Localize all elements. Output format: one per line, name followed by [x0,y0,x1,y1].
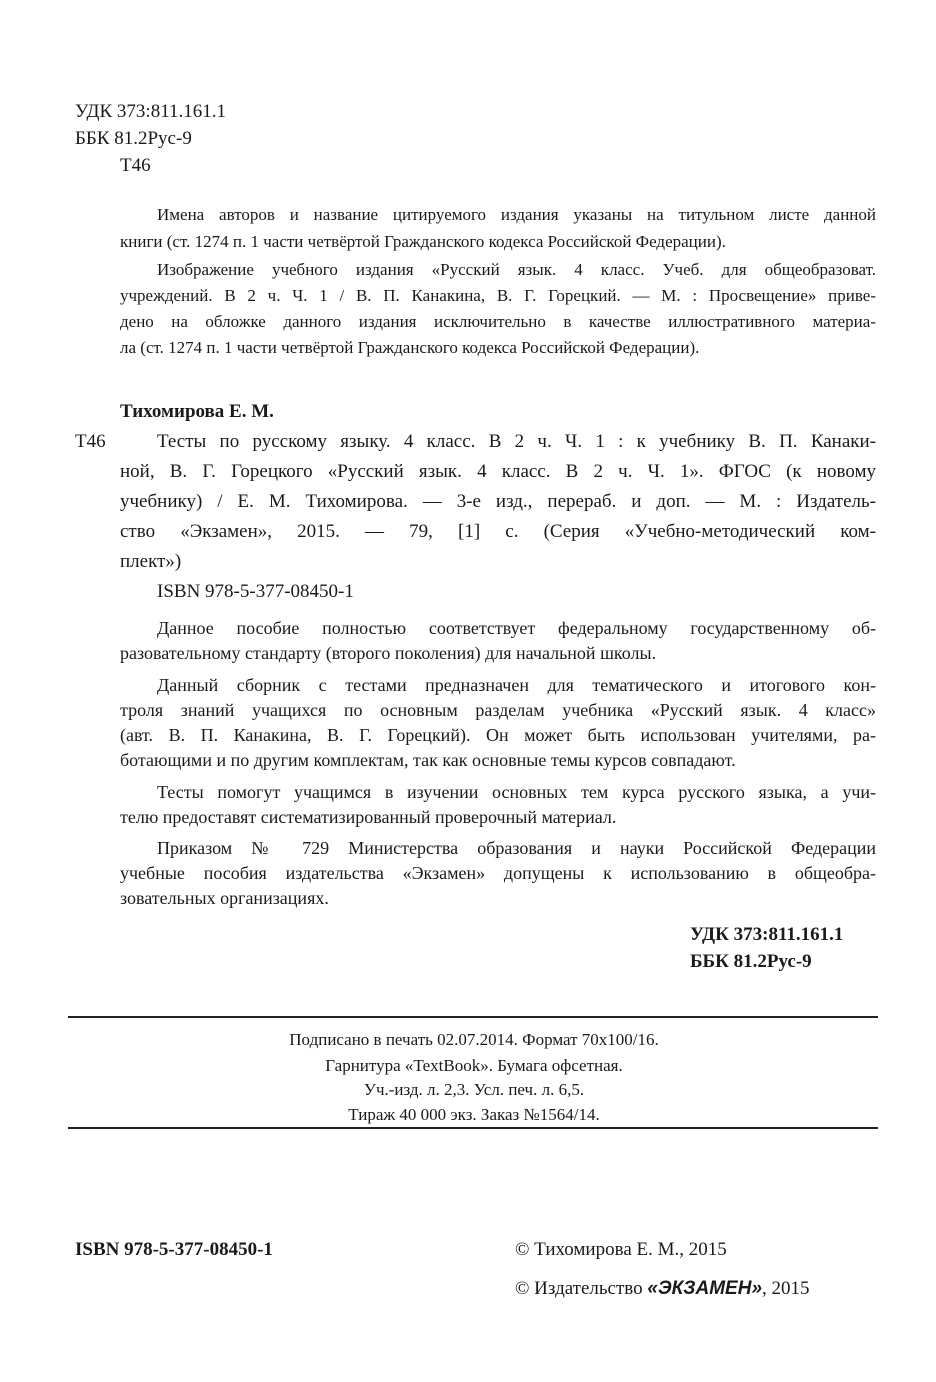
publisher-logo: «ЭКЗАМЕН» [647,1278,763,1299]
imprint-top-rule [68,1016,878,1018]
annotation-line: телю предоставят систематизированный проверочный материал. [120,807,617,827]
imprint-line: Подписано в печать 02.07.2014. Формат 70x100/16. [289,1030,659,1049]
annotation-line: Данное пособие полностью соответствует федеральному государственному об- [157,618,876,638]
legal-note-line: дено на обложке данного издания исключительно в качестве иллюстративного материа- [120,312,876,331]
annotation-line: зовательных организациях. [120,888,329,908]
annotation-line: Тесты помогут учащимся в изучении основных тем курса русского языка, а учи- [157,782,876,802]
legal-note-line: книги (ст. 1274 п. 1 части четвёртой Гражданского кодекса Российской Федерации). [120,232,726,251]
copyright-publisher-year: , 2015 [762,1278,810,1299]
annotation-line: ботающими и по другим комплектам, так как основные темы курсов совпадают. [120,750,736,770]
bib-author: Тихомирова Е. М. [120,401,274,422]
bib-author-mark: Т46 [75,431,106,452]
annotation-line: (авт. В. П. Канакина, В. Г. Горецкий). Он может быть использован учителями, ра- [120,725,876,745]
bib-line: Тесты по русскому языку. 4 класс. В 2 ч. Ч. 1 : к учебнику В. П. Канаки- [157,431,876,452]
legal-note-line: ла (ст. 1274 п. 1 части четвёртой Гражданского кодекса Российской Федерации). [120,338,700,357]
legal-note-line: Имена авторов и название цитируемого издания указаны на титульном листе данной [157,205,876,224]
copyright-publisher [515,1277,810,1301]
copyright-author: © Тихомирова Е. М., 2015 [515,1239,727,1260]
bottom-bbk-code: ББК 81.2Рус-9 [690,951,812,972]
copyright-publisher-prefix: © Издательство [515,1278,648,1299]
footer-isbn: ISBN 978-5-377-08450-1 [75,1239,273,1260]
bbk-code: ББК 81.2Рус-9 [75,128,192,149]
annotation-line: разовательному стандарту (второго поколения) для начальной школы. [120,643,657,663]
bottom-udk-code: УДК 373:811.161.1 [690,924,844,945]
annotation-line: Данный сборник с тестами предназначен для тематического и итогового кон- [157,675,876,695]
annotation-line: троля знаний учащихся по основным разделам учебника «Русский язык. 4 класс» [120,700,876,720]
annotation-line: учебные пособия издательства «Экзамен» допущены к использованию в общеобра- [120,863,876,883]
bib-isbn: ISBN 978-5-377-08450-1 [157,581,354,602]
legal-note-line: учреждений. В 2 ч. Ч. 1 / В. П. Канакина, В. Г. Горецкий. — М. : Просвещение» приве- [120,286,876,305]
bib-line: плект») [120,551,182,572]
legal-note-line: Изображение учебного издания «Русский язык. 4 класс. Учеб. для общеобразоват. [157,260,876,279]
author-mark: Т46 [120,155,151,176]
bib-line: ство «Экзамен», 2015. — 79, [1] с. (Серия «Учебно-методический ком- [120,521,876,542]
bib-line: ной, В. Г. Горецкого «Русский язык. 4 класс. В 2 ч. Ч. 1». ФГОС (к новому [120,461,876,482]
imprint-bottom-rule [68,1127,878,1129]
imprint-line: Гарнитура «TextBook». Бумага офсетная. [325,1056,623,1075]
imprint-line: Тираж 40 000 экз. Заказ №1564/14. [348,1105,600,1124]
imprint-line: Уч.-изд. л. 2,3. Усл. печ. л. 6,5. [363,1080,585,1099]
bib-line: учебнику) / Е. М. Тихомирова. — 3-е изд., перераб. и доп. — М. : Издатель- [120,491,876,512]
annotation-line: Приказом № 729 Министерства образования и науки Российской Федерации [157,838,876,858]
udk-code: УДК 373:811.161.1 [75,101,226,122]
